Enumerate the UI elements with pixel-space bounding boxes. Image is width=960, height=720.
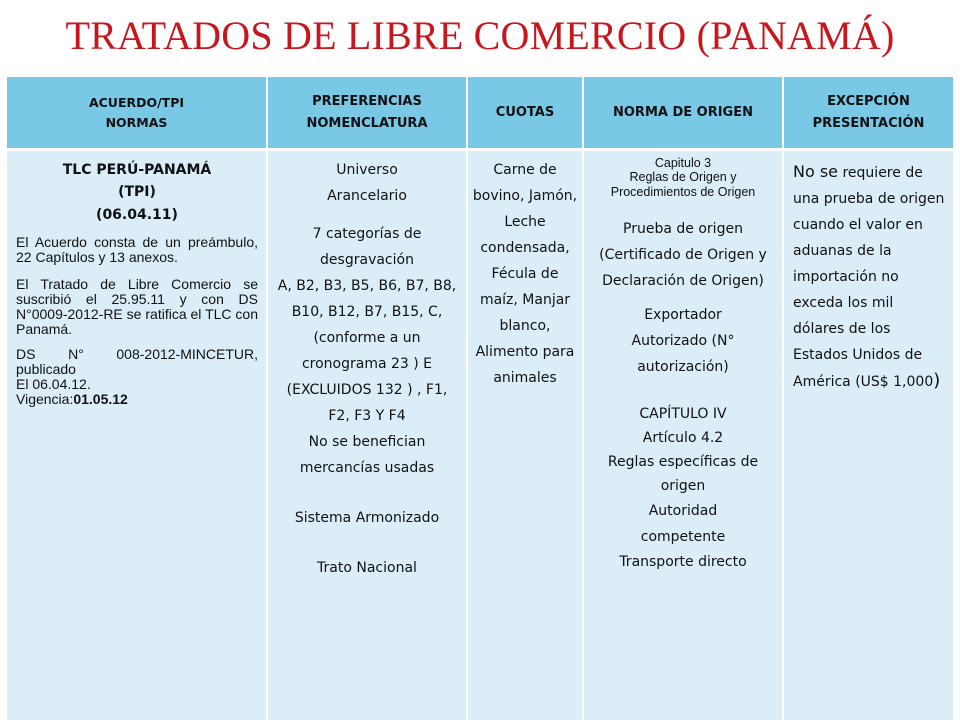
agreement-name: TLC PERÚ-PANAMÁ xyxy=(62,162,212,178)
header-norma-origen xyxy=(584,77,782,148)
reglas-origen-title: Reglas de Origen y Procedimientos de Origen xyxy=(610,170,756,199)
cell-norma-origen xyxy=(584,151,782,720)
header-nomenclatura: NOMENCLATURA xyxy=(306,115,428,131)
header-preferencias-nomenclatura xyxy=(268,77,466,148)
agreement-type: (TPI) xyxy=(118,184,156,200)
capitulo-iv: CAPÍTULO IV xyxy=(639,406,727,422)
autoridad-competente: Autoridad competente xyxy=(640,503,726,545)
categorias-desgravacion: 7 categorías de desgravación xyxy=(312,226,422,268)
header-presentacion: PRESENTACIÓN xyxy=(812,115,925,131)
decree-validity xyxy=(16,392,258,407)
cell-preferencias xyxy=(268,151,466,720)
header-acuerdo: ACUERDO/TPI xyxy=(88,94,185,110)
universo-arancelario: Universo Arancelario xyxy=(327,162,407,204)
capitulo-3: Capitulo 3 xyxy=(654,156,712,170)
prueba-origen: Prueba de origen (Certificado de Origen y Declaración de Origen) xyxy=(599,221,767,289)
categorias-list: A, B2, B3, B5, B6, B7, B8, B10, B12, B7, B15, C, (conforme a un cronograma 23 ) E (EXCLUIDOS 132 ) , F1, F2, F3 Y F4 xyxy=(277,278,457,424)
agreement-decree xyxy=(16,347,258,407)
agreement-ratification: El Tratado de Libre Comercio se suscribió el 25.95.11 y con DS N°0009-2012-RE se ratifica el TLC con Panamá. xyxy=(16,276,258,337)
decree-date: El 06.04.12. xyxy=(16,376,91,392)
agreement-table xyxy=(4,74,956,720)
validity-date: 01.05.12 xyxy=(73,391,128,407)
excepcion-lead: No se xyxy=(793,162,839,181)
cell-excepcion xyxy=(784,151,953,720)
header-excepcion: EXCEPCIÓN xyxy=(827,93,910,109)
header-excepcion-presentacion xyxy=(784,77,953,148)
header-normas: NORMAS xyxy=(105,114,168,130)
excepcion-body: requiere de una prueba de origen cuando el valor en aduanas de la importación no exceda los mil dólares de los Estados Unidos de América (US$ 1,000 xyxy=(793,165,945,390)
transporte-directo: Transporte directo xyxy=(619,554,747,570)
cell-cuotas xyxy=(468,151,582,720)
reglas-especificas: Reglas específicas de origen xyxy=(607,454,759,494)
exportador-autorizado: Exportador Autorizado (N° autorización) xyxy=(631,307,735,375)
page-title: TRATADOS DE LIBRE COMERCIO (PANAMÁ) xyxy=(65,13,895,58)
excepcion-text xyxy=(793,159,947,395)
excepcion-close: ) xyxy=(933,370,941,391)
header-norma-origen-label: NORMA DE ORIGEN xyxy=(613,104,753,120)
header-cuotas-label: CUOTAS xyxy=(495,104,555,120)
decree-text: DS N° 008-2012-MINCETUR, publicado xyxy=(16,346,258,377)
agreement-date: (06.04.11) xyxy=(96,207,178,223)
trato-nacional: Trato Nacional xyxy=(317,560,417,576)
header-cuotas xyxy=(468,77,582,148)
cuotas-products: Carne de bovino, Jamón, Leche condensada, Fécula de maíz, Manjar blanco, Alimento para animales xyxy=(472,162,578,386)
cell-acuerdo xyxy=(7,151,266,720)
header-acuerdo-normas xyxy=(7,77,266,148)
validity-label: Vigencia: xyxy=(16,391,74,407)
sistema-armonizado: Sistema Armonizado xyxy=(294,510,440,526)
articulo-4-2: Artículo 4.2 xyxy=(642,430,724,446)
mercancias-usadas: No se benefician mercancías usadas xyxy=(299,434,435,476)
agreement-structure: El Acuerdo consta de un preámbulo, 22 Capítulos y 13 anexos. xyxy=(16,234,258,265)
header-preferencias: PREFERENCIAS xyxy=(312,93,422,109)
